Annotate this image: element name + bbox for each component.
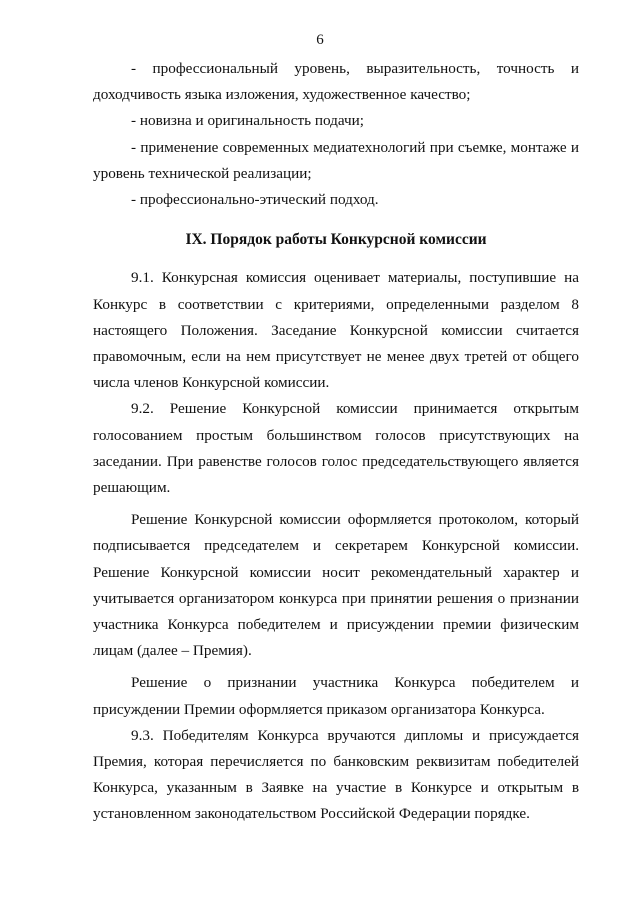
section-heading: IX. Порядок работы Конкурсной комиссии xyxy=(185,231,487,249)
body-paragraph: 9.3. Победителям Конкурса вручаются дипломы и присуждается Премия, которая перечисляется по банковским реквизитам победителей Конкурса, указанным в Заявке на участие в Конкурсе и открытым в установленном законодательством Российской Федерации порядке. xyxy=(93,726,579,823)
body-paragraph: 9.2. Решение Конкурсной комиссии принимается открытым голосованием простым большинством голосов присутствующих на заседании. При равенстве голосов голос председательствующего является решающим. xyxy=(93,400,579,497)
document-body xyxy=(93,56,579,828)
body-paragraph: 9.1. Конкурсная комиссия оценивает материалы, поступившие на Конкурс в соответствии с критериями, определенными разделом 8 настоящего Положения. Заседание Конкурсной комиссии считается правомочным, если на нем присутствует не менее двух третей от общего числа членов Конкурсной комиссии. xyxy=(93,269,579,392)
body-paragraph: Решение о признании участника Конкурса победителем и присуждении Премии оформляется приказом организатора Конкурса. xyxy=(93,674,579,718)
criterion-item: - профессионально-этический подход. xyxy=(131,191,379,209)
criterion-item: - профессиональный уровень, выразительность, точность и доходчивость языка изложения, художественное качество; xyxy=(93,60,579,104)
criterion-item: - применение современных медиатехнологий при съемке, монтаже и уровень технической реализации; xyxy=(93,138,579,182)
criterion-item: - новизна и оригинальность подачи; xyxy=(131,112,364,130)
page-number: 6 xyxy=(316,32,324,48)
body-paragraph: Решение Конкурсной комиссии оформляется протоколом, который подписывается председателем и секретарем Конкурсной комиссии. Решение Конкурсной комиссии носит рекомендательный характер и учитывается организатором конкурса при принятии решения о признании участника Конкурса победителем и присуждении премии физическим лицам (далее – Премия). xyxy=(93,511,579,660)
